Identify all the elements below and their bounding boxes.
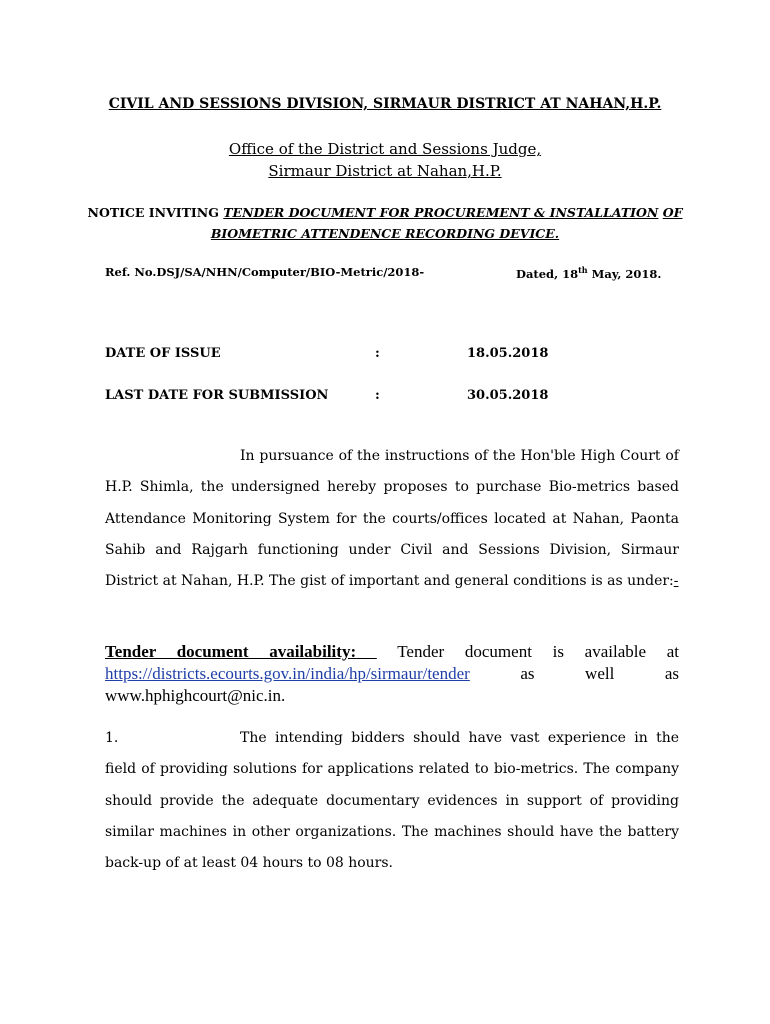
condition-item-1 (105, 723, 679, 879)
tender-email: www.hphighcourt@nic.in. (105, 686, 286, 705)
tender-document-link[interactable]: https://districts.ecourts.gov.in/india/hp/sirmaur/tender (105, 664, 470, 683)
date-prefix: Dated, 18 (516, 266, 579, 281)
reference-number: Ref. No.DSJ/SA/NHN/Computer/BIO-Metric/2018- (105, 265, 425, 279)
date-ordinal: th (578, 265, 588, 275)
notice-of-word: OF (662, 205, 683, 220)
reference-date (516, 265, 661, 281)
tender-availability-text: Tender document is available at (397, 642, 680, 661)
intro-end-mark: - (673, 573, 679, 590)
notice-subject-line-2: BIOMETRIC ATTENDENCE RECORDING DEVICE. (210, 226, 560, 241)
last-submission-label: LAST DATE FOR SUBMISSION (105, 388, 329, 403)
notice-prefix: NOTICE INVITING (87, 205, 219, 220)
notice-heading-line-1 (0, 205, 770, 220)
date-of-issue-separator: : (375, 346, 380, 361)
intro-text: In pursuance of the instructions of the Hon'ble High Court of H.P. Shimla, the undersigned hereby proposes to purchase Bio-metrics based Attendance Monitoring System for the courts/offices located at Nahan, Paonta Sahib and Rajgarh functioning under Civil and Sessions Division, Sirmaur District at Nahan, H.P. The gist of important and general conditions is as under: (105, 448, 679, 590)
date-suffix: May, 2018. (591, 266, 662, 281)
notice-subject-line-1: TENDER DOCUMENT FOR PROCUREMENT & INSTALLATION (223, 205, 659, 220)
document-title: CIVIL AND SESSIONS DIVISION, SIRMAUR DISTRICT AT NAHAN,H.P. (108, 96, 662, 112)
date-of-issue-value: 18.05.2018 (467, 346, 549, 361)
item-1-text: The intending bidders should have vast experience in the field of providing solutions for applications related to bio-metrics. The company should provide the adequate documentary evidences in support of providing similar machines in other organizations. The machines should have the battery back-up of at least 04 hours to 08 hours. (105, 730, 679, 872)
last-submission-value: 30.05.2018 (467, 388, 549, 403)
intro-paragraph (105, 441, 679, 597)
item-1-number: 1. (105, 730, 119, 746)
tender-availability-paragraph (105, 641, 679, 707)
office-line-1: Office of the District and Sessions Judge, (228, 140, 542, 158)
notice-heading-line-2 (0, 226, 770, 241)
date-of-issue-label: DATE OF ISSUE (105, 346, 221, 361)
tender-as-well-as: as well as (520, 664, 679, 683)
tender-availability-label: Tender document availability: (105, 642, 357, 661)
office-line-2: Sirmaur District at Nahan,H.P. (268, 162, 502, 180)
last-submission-separator: : (375, 388, 380, 403)
